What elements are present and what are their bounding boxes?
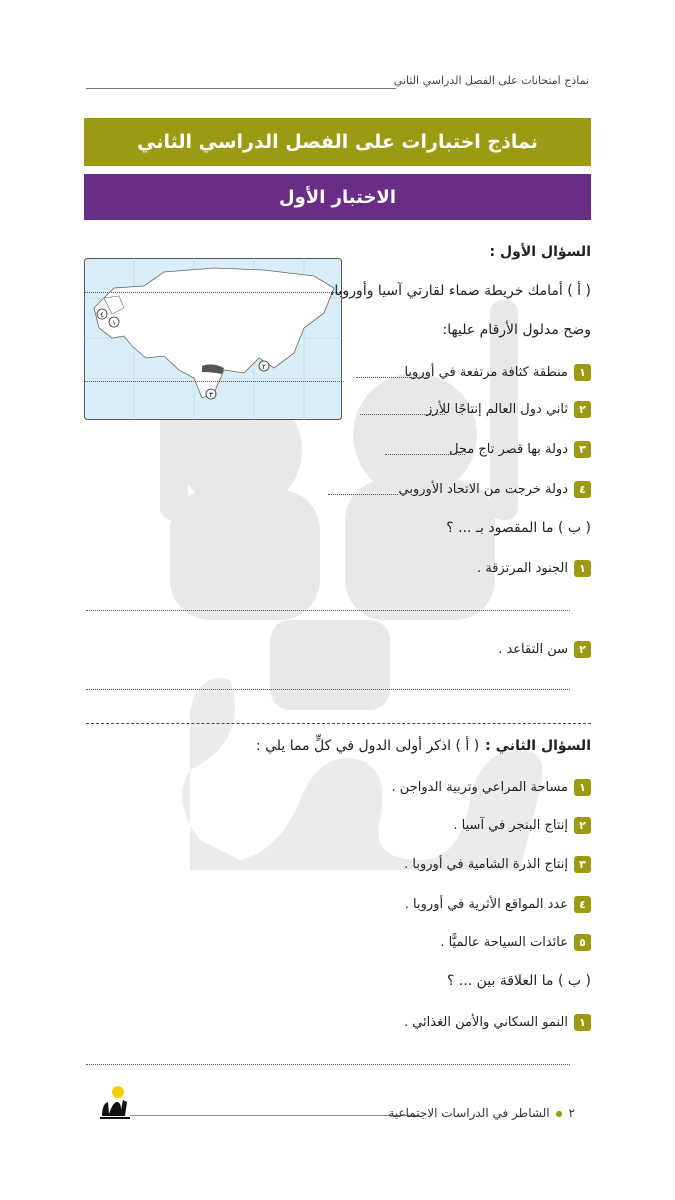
item-text: مساحة المراعي وتربية الدواجن . <box>391 780 568 795</box>
map-guide-line <box>84 292 344 293</box>
answer-line <box>356 377 426 378</box>
item-text: النمو السكاني والأمن الغذائي . <box>403 1015 568 1030</box>
q2-part-b-label: ( ب ) ما العلاقة بين ... ؟ <box>446 973 591 989</box>
list-item <box>449 441 591 458</box>
q1-part-b-label: ( ب ) ما المقصود بـ ... ؟ <box>446 520 591 536</box>
answer-line <box>385 454 465 455</box>
book-title: الشاطر في الدراسات الاجتماعية <box>388 1106 550 1120</box>
list-item <box>440 934 591 951</box>
running-title: نماذج امتحانات على الفصل الدراسي الثاني <box>393 74 589 87</box>
map-label: ١ <box>112 319 116 327</box>
list-item <box>453 817 591 834</box>
item-text: إنتاج البنجر في آسيا . <box>453 818 568 833</box>
page-number: ٢ <box>568 1106 575 1120</box>
publisher-logo <box>98 1082 132 1122</box>
map-label: ٤ <box>100 311 104 319</box>
section-divider <box>86 723 591 724</box>
answer-line <box>86 610 570 611</box>
q2-header <box>256 738 591 754</box>
item-number: ٥ <box>574 934 591 951</box>
item-text: منطقة كثافة مرتفعة في أوروبا <box>404 365 568 380</box>
q1-part-a-instruction: وضح مدلول الأرقام عليها: <box>442 322 591 338</box>
item-text: سن التقاعد . <box>498 642 568 657</box>
answer-line <box>328 494 398 495</box>
list-item <box>399 481 592 498</box>
item-number: ١ <box>574 560 591 577</box>
item-number: ٣ <box>574 441 591 458</box>
item-number: ١ <box>574 364 591 381</box>
test-title: الاختبار الأول <box>84 174 591 220</box>
item-text: ثاني دول العالم إنتاجًا للأرز <box>426 402 568 417</box>
item-text: عدد المواقع الأثرية في أوروبا . <box>404 897 568 912</box>
item-number: ٤ <box>574 481 591 498</box>
footer <box>388 1106 575 1120</box>
answer-line <box>360 414 445 415</box>
item-text: دولة خرجت من الاتحاد الأوروبي <box>398 482 568 497</box>
item-number: ٢ <box>574 401 591 418</box>
map-guide-line <box>84 381 344 382</box>
item-number: ٢ <box>574 641 591 658</box>
asia-europe-blank-map <box>84 258 342 420</box>
list-item <box>404 856 591 873</box>
q1-title: السؤال الأول : <box>489 244 591 260</box>
item-text: إنتاج الذرة الشامية في أوروبا . <box>404 857 568 872</box>
list-item <box>392 779 591 796</box>
q2-title: السؤال الثاني : <box>485 738 591 754</box>
running-head-rule <box>86 88 396 89</box>
footer-bullet: ● <box>555 1108 563 1118</box>
footer-rule <box>130 1115 420 1116</box>
item-number: ٤ <box>574 896 591 913</box>
list-item <box>426 401 591 418</box>
item-number: ١ <box>574 779 591 796</box>
item-number: ٣ <box>574 856 591 873</box>
item-number: ٢ <box>574 817 591 834</box>
list-item <box>477 560 591 577</box>
list-item <box>404 364 591 381</box>
item-number: ١ <box>574 1014 591 1031</box>
map-label: ٢ <box>262 363 266 371</box>
q1-part-a-label: ( أ ) أمامك خريطة صماء لقارتي آسيا وأوروبا، <box>329 283 591 299</box>
map-label: ٣ <box>209 391 213 399</box>
item-text: دولة بها قصر تاج محل <box>449 442 568 457</box>
item-text: عائدات السياحة عالميًّا . <box>440 935 568 950</box>
answer-line <box>86 689 570 690</box>
item-text: الجنود المرتزقة . <box>476 561 568 576</box>
list-item <box>498 641 591 658</box>
banner-title: نماذج اختبارات على الفصل الدراسي الثاني <box>84 118 591 166</box>
q2-part-a-label: ( أ ) اذكر أولى الدول في كلٍّ مما يلي : <box>255 738 480 754</box>
list-item <box>405 896 591 913</box>
list-item <box>404 1014 591 1031</box>
answer-line <box>86 1064 570 1065</box>
